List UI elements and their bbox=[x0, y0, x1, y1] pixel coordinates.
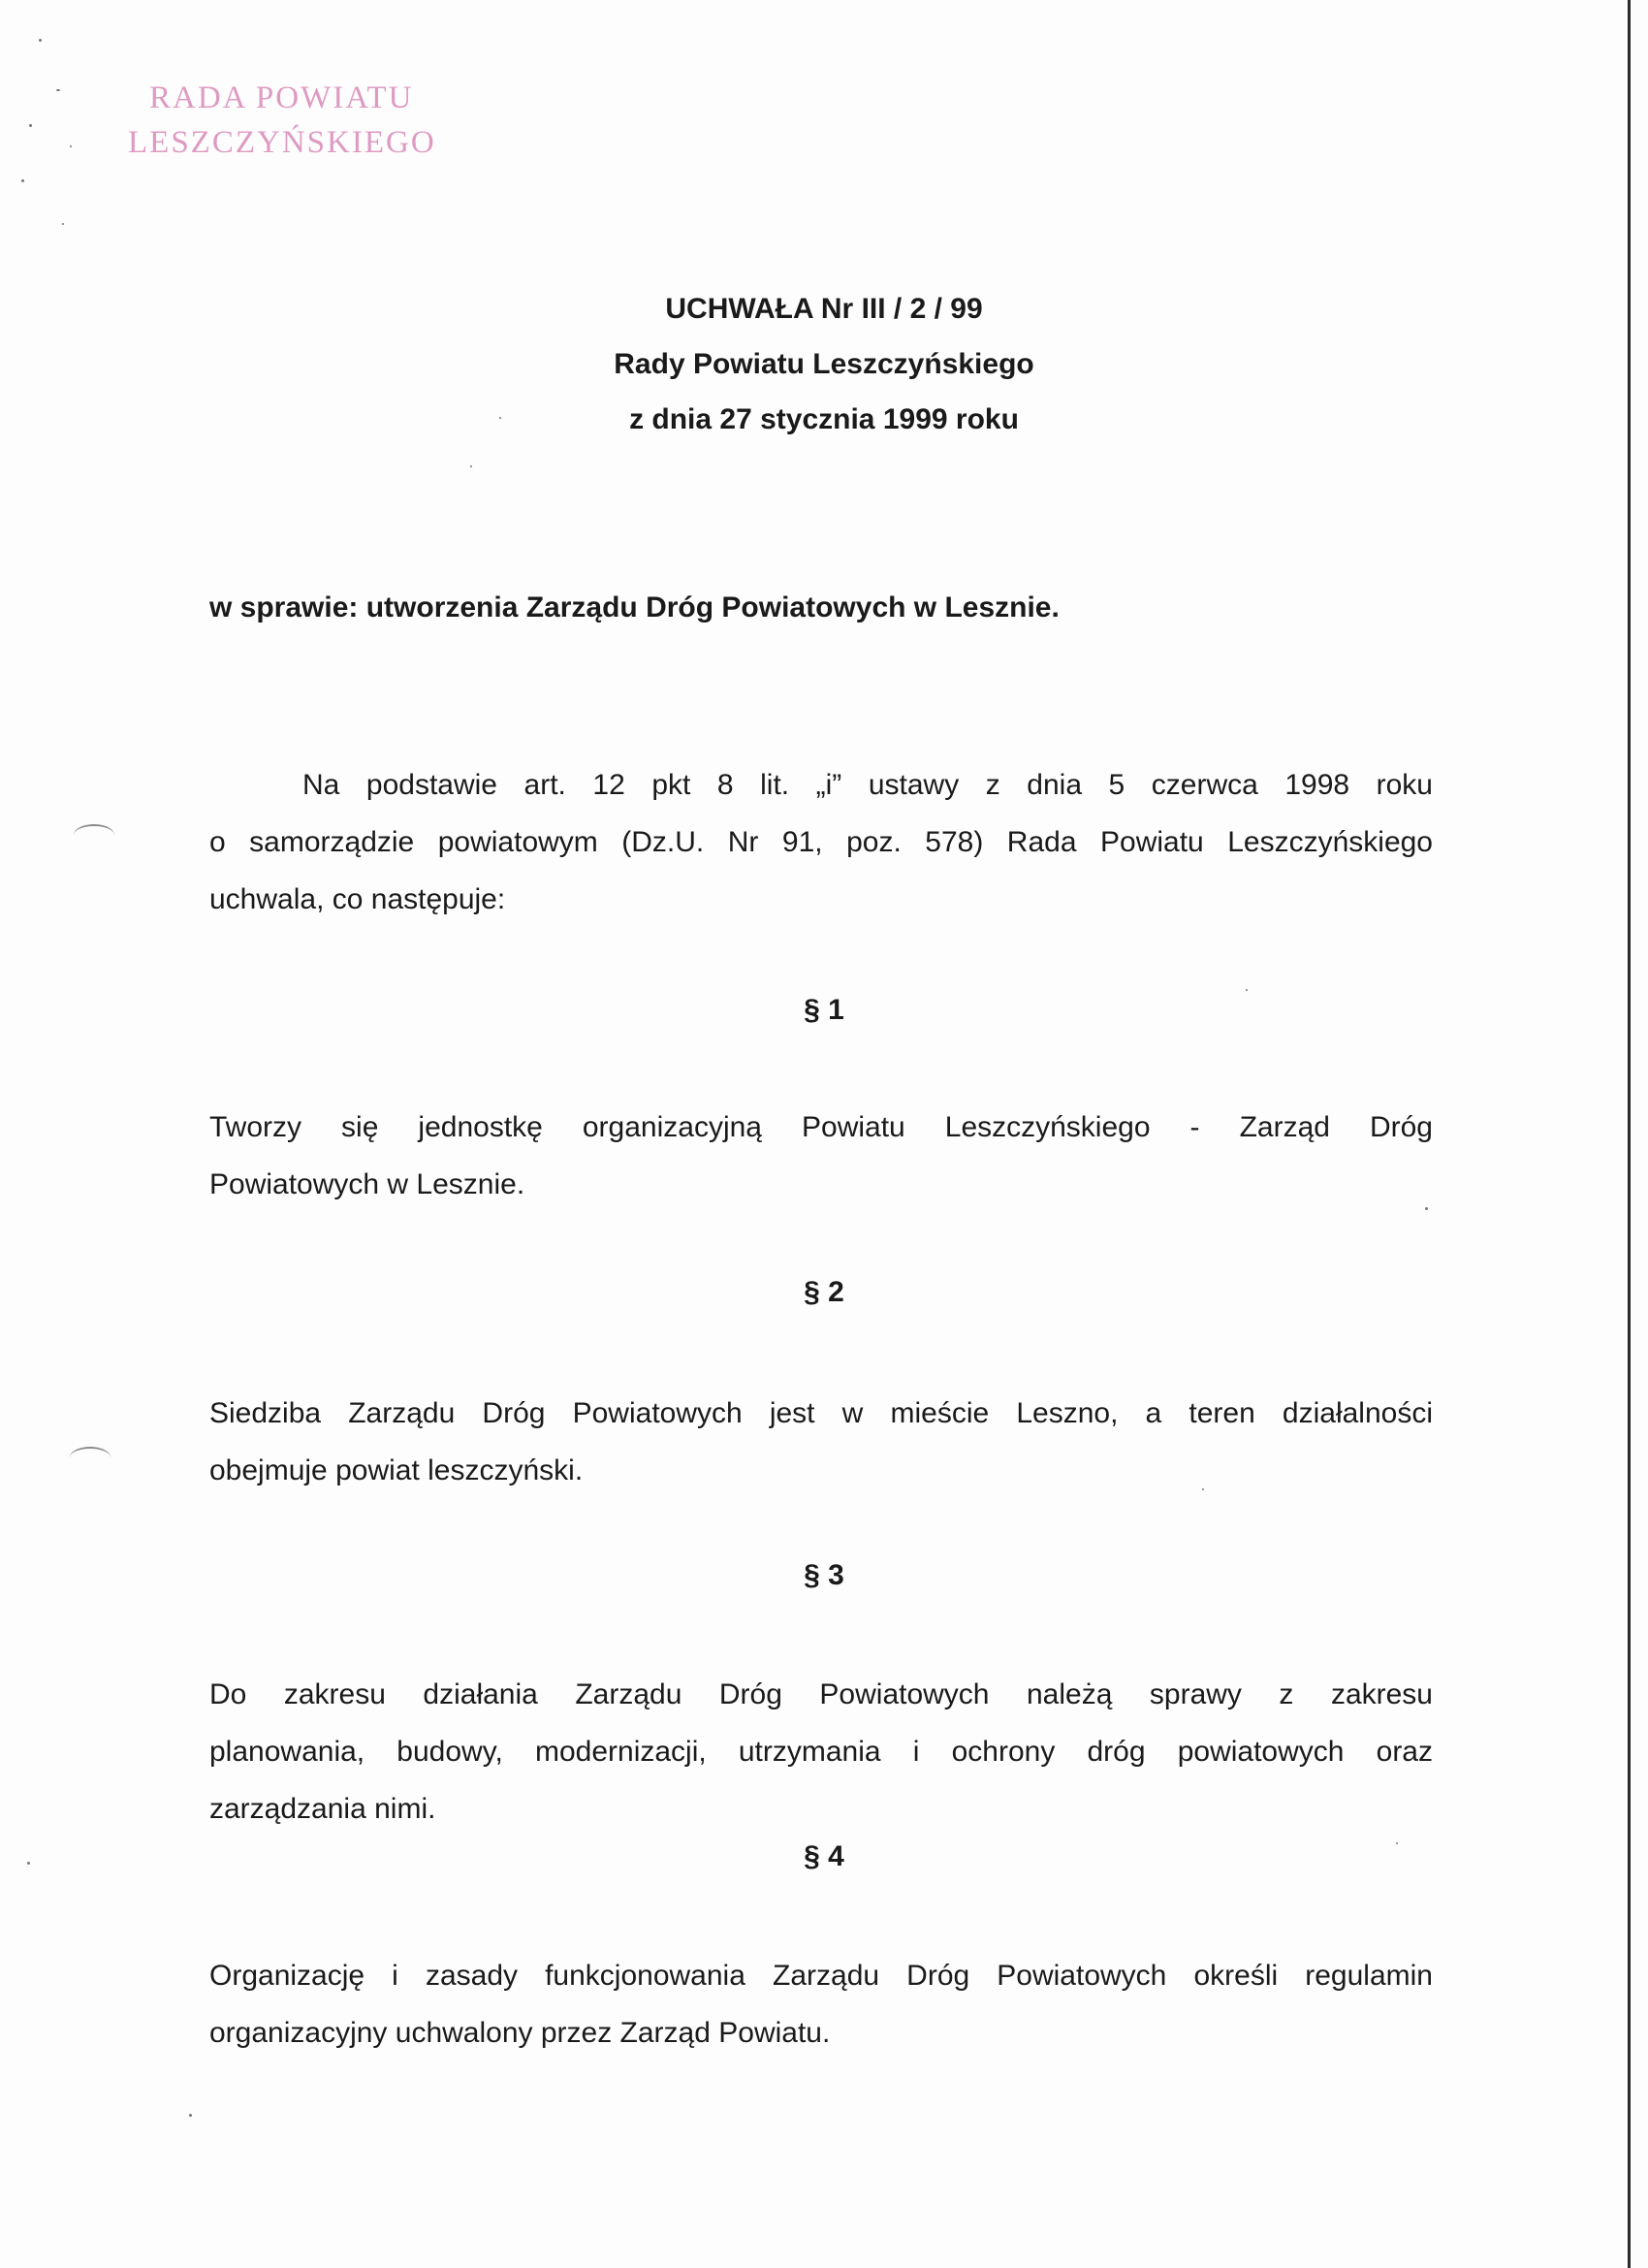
council-stamp bbox=[128, 76, 436, 165]
section-3-line-3: zarządzania nimi. bbox=[209, 1793, 436, 1825]
section-1-line-1: Tworzy się jednostkę organizacyjną Powiatu Leszczyńskiego - Zarząd Dróg bbox=[209, 1111, 1433, 1143]
section-2-line-1: Siedziba Zarządu Dróg Powiatowych jest w mieście Leszno, a teren działalności bbox=[209, 1397, 1433, 1429]
section-4-line-2: organizacyjny uchwalony przez Zarząd Powiatu. bbox=[209, 2017, 831, 2049]
section-3-line-2: planowania, budowy, modernizacji, utrzymania i ochrony dróg powiatowych oraz bbox=[209, 1736, 1433, 1768]
preamble-line-1: Na podstawie art. 12 pkt 8 lit. „i” ustawy z dnia 5 czerwca 1998 roku bbox=[302, 769, 1433, 801]
section-1-title: § 1 bbox=[804, 994, 844, 1026]
section-1-body bbox=[209, 1099, 1433, 1213]
section-4-title: § 4 bbox=[804, 1840, 844, 1872]
preamble bbox=[209, 756, 1433, 928]
preamble-line-3: uchwala, co następuje: bbox=[209, 883, 506, 915]
section-3-line-1: Do zakresu działania Zarządu Dróg Powiatowych należą sprawy z zakresu bbox=[209, 1678, 1433, 1710]
punch-mark-2 bbox=[70, 1447, 111, 1468]
resolution-subject: w sprawie: utworzenia Zarządu Dróg Powiatowych w Lesznie. bbox=[209, 591, 1060, 623]
section-3-title: § 3 bbox=[804, 1559, 844, 1591]
stamp-line-2: LESZCZYŃSKIEGO bbox=[128, 125, 436, 160]
section-3-body bbox=[209, 1666, 1433, 1837]
resolution-body: Rady Powiatu Leszczyńskiego bbox=[614, 348, 1034, 380]
section-4-line-1: Organizację i zasady funkcjonowania Zarządu Dróg Powiatowych określi regulamin bbox=[209, 1960, 1433, 1992]
section-2-body bbox=[209, 1385, 1433, 1499]
section-4-body bbox=[209, 1947, 1433, 2061]
resolution-header bbox=[0, 281, 1648, 447]
section-2-line-2: obejmuje powiat leszczyński. bbox=[209, 1454, 584, 1486]
resolution-date: z dnia 27 stycznia 1999 roku bbox=[629, 403, 1019, 435]
section-2-title: § 2 bbox=[804, 1276, 844, 1308]
preamble-line-2: o samorządzie powiatowym (Dz.U. Nr 91, poz. 578) Rada Powiatu Leszczyńskiego bbox=[209, 826, 1433, 858]
resolution-title: UCHWAŁA Nr III / 2 / 99 bbox=[665, 293, 983, 325]
stamp-line-1: RADA POWIATU bbox=[149, 80, 414, 115]
section-1-line-2: Powiatowych w Lesznie. bbox=[209, 1168, 525, 1200]
punch-mark-1 bbox=[74, 824, 114, 846]
